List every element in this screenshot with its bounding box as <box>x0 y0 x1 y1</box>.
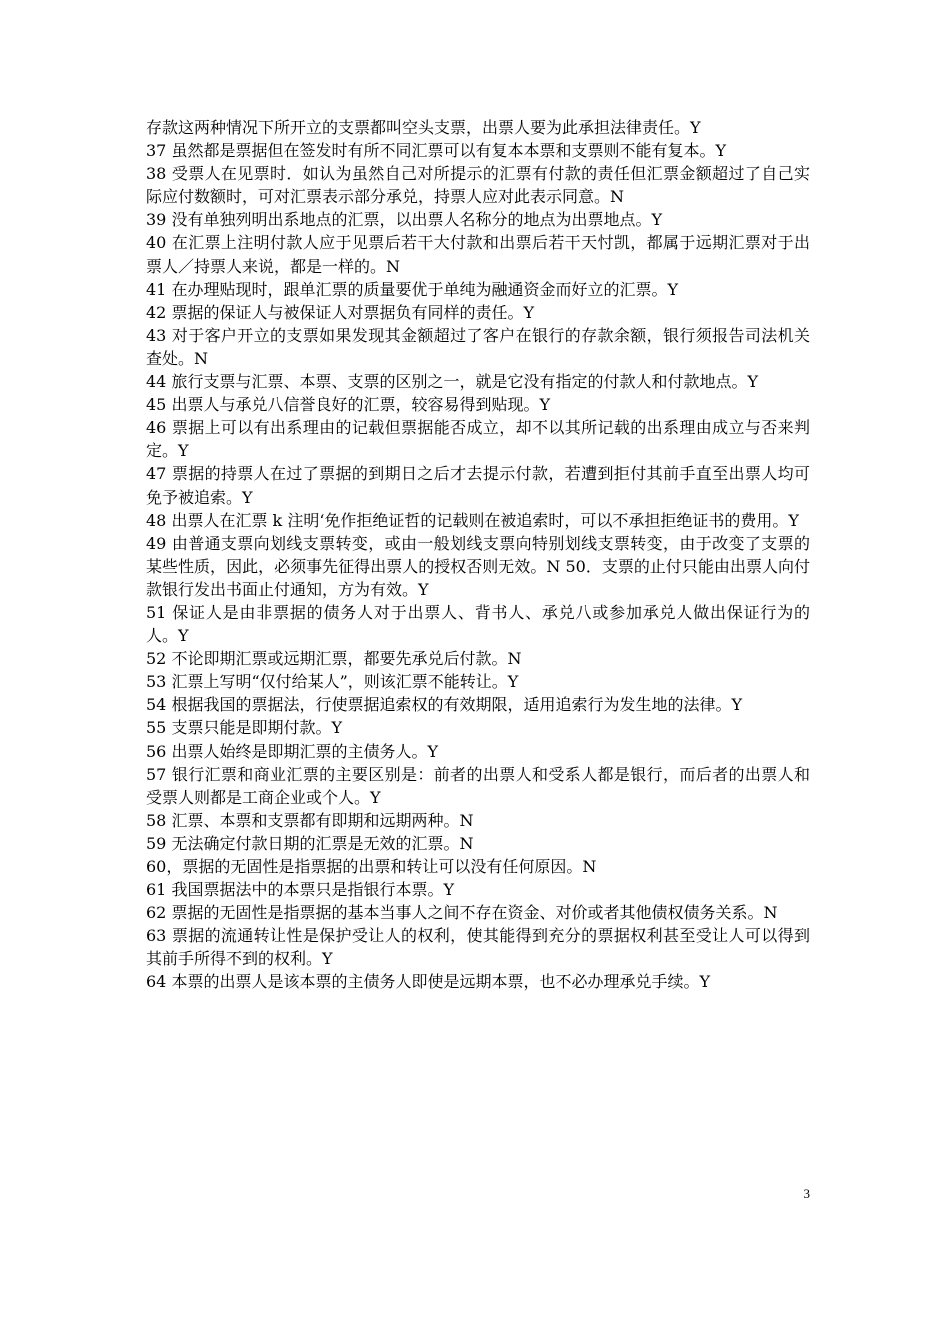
question-paragraph: 63 票据的流通转让性是保护受让人的权利，使其能得到充分的票据权利甚至受让人可以得到其前手所得不到的权利。Y <box>146 926 810 969</box>
question-paragraph: 49 由普通支票向划线支票转变，或由一般划线支票向特别划线支票转变，由于改变了支票的某些性质，因此，必须事先征得出票人的授权否则无效。N 50．支票的止付只能由出票人向付款银行发出书面止付通知，方为有效。Y <box>146 533 810 599</box>
question-paragraph: 44 旅行支票与汇票、本票、支票的区别之一，就是它没有指定的付款人和付款地点。Y <box>146 372 759 392</box>
question-paragraph: 39 没有单独列明出系地点的汇票，以出票人名称分的地点为出票地点。Y <box>146 210 663 230</box>
document-body <box>146 116 810 994</box>
question-paragraph: 54 根据我国的票据法，行使票据追索权的有效期限，适用追索行为发生地的法律。Y <box>146 695 743 715</box>
question-paragraph: 51 保证人是由非票据的债务人对于出票人、背书人、承兑八或参加承兑人做出保证行为的人。Y <box>146 602 810 646</box>
question-paragraph: 40 在汇票上注明付款人应于见票后若干大付款和出票后若干天忖凯，都属于远期汇票对于出票人／持票人来说，都是一样的。N <box>146 233 810 276</box>
question-paragraph: 62 票据的无固性是指票据的基本当事人之间不存在资金、对价或者其他债权债务关系。N <box>146 903 778 923</box>
question-paragraph: 55 支票只能是即期付款。Y <box>146 718 343 738</box>
question-paragraph: 61 我国票据法中的本票只是指银行本票。Y <box>146 880 455 900</box>
question-paragraph: 57 银行汇票和商业汇票的主要区别是：前者的出票人和受系人都是银行，而后者的出票人和受票人则都是工商企业或个人。Y <box>146 764 810 807</box>
question-paragraph: 46 票据上可以有出系理由的记载但票据能否成立，却不以其所记载的出系理由成立与否来判定。Y <box>146 418 810 461</box>
question-paragraph: 48 出票人在汇票 k 注明‘免作拒绝证哲的记载则在被追索时，可以不承担拒绝证书的费用。Y <box>146 510 799 530</box>
page-number: 3 <box>803 1186 810 1201</box>
question-paragraph: 47 票据的持票人在过了票据的到期日之后才去提示付款，若遭到拒付其前手直至出票人均可免予被追索。Y <box>146 464 810 507</box>
question-paragraph: 存款这两种情况下所开立的支票都叫空头支票，出票人要为此承担法律责任。Y <box>146 118 701 137</box>
question-paragraph: 41 在办理贴现时，跟单汇票的质量要优于单纯为融通资金而好立的汇票。Y <box>146 279 679 299</box>
question-paragraph: 64 本票的出票人是该本票的主债务人即使是远期本票，也不必办理承兑手续。Y <box>146 972 711 992</box>
question-paragraph: 45 出票人与承兑八信誉良好的汇票，较容易得到贴现。Y <box>146 395 551 415</box>
question-paragraph: 56 出票人始终是即期汇票的主债务人。Y <box>146 741 439 761</box>
question-paragraph: 37 虽然都是票据但在签发时有所不同汇票可以有复本本票和支票则不能有复本。Y <box>146 141 727 161</box>
question-paragraph: 59 无法确定付款日期的汇票是无效的汇票。N <box>146 833 474 853</box>
question-paragraph: 42 票据的保证人与被保证人对票据负有同样的责任。Y <box>146 302 535 322</box>
question-paragraph: 43 对于客户开立的支票如果发现其金额超过了客户在银行的存款余额，银行须报告司法机关查处。N <box>146 325 810 368</box>
question-paragraph: 38 受票人在见票时．如认为虽然自己对所提示的汇票有付款的责任但汇票金额超过了自己实际应付数额时，可对汇票表示部分承兑，持票人应对此表示同意。N <box>146 164 810 207</box>
question-paragraph: 60，票据的无固性是指票据的出票和转让可以没有任何原因。N <box>146 857 597 876</box>
question-paragraph: 52 不论即期汇票或远期汇票，都要先承兑后付款。N <box>146 649 522 669</box>
question-paragraph: 58 汇票、本票和支票都有即期和远期两种。N <box>146 810 474 830</box>
question-paragraph: 53 汇票上写明“仅付给某人”，则该汇票不能转让。Y <box>146 672 519 692</box>
